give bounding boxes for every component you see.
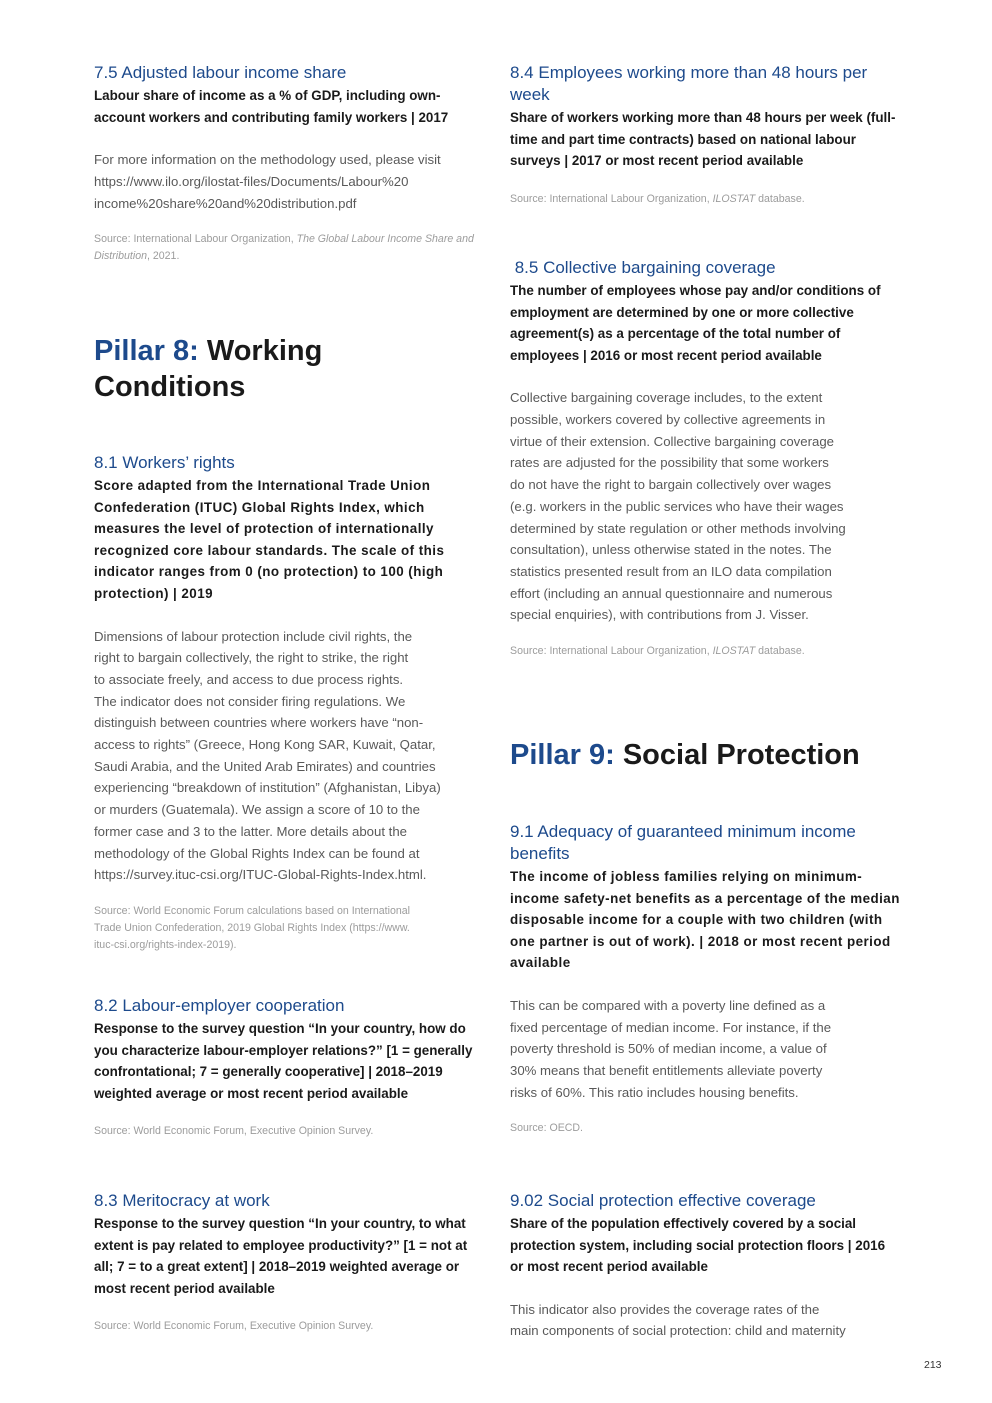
pillar-9-heading bbox=[510, 737, 930, 773]
section-subtitle: Score adapted from the International Trade Union Confederation (ITUC) Global Rights Index, which measures the level of protection of internationally recognized core labour standards. The scale of this indicator ranges from 0 (no protection) to 100 (high protection) | 2019 bbox=[94, 478, 445, 601]
section-8-5 bbox=[510, 257, 902, 660]
section-8-3 bbox=[94, 1190, 480, 1335]
section-subtitle: The income of jobless families relying on minimum-income safety-net benefits as a percentage of the median disposable income for a couple with two children (with one partner is out of work). | 2018 or most recent period available bbox=[510, 869, 900, 971]
section-9-1 bbox=[510, 821, 902, 1137]
section-title: 7.5 Adjusted labour income share bbox=[94, 63, 347, 82]
section-source: Source: World Economic Forum, Executive Opinion Survey. bbox=[94, 1125, 374, 1138]
section-title: 9.1 Adequacy of guaranteed minimum income benefits bbox=[510, 822, 856, 863]
pillar-8-heading bbox=[94, 333, 480, 405]
page-number: 213 bbox=[924, 1359, 942, 1371]
section-title: 9.02 Social protection effective coverage bbox=[510, 1191, 816, 1210]
section-source: Source: OECD. bbox=[510, 1122, 584, 1135]
pillar-number: Pillar 8: bbox=[94, 335, 199, 367]
section-source: Source: International Labour Organization, ILOSTAT database. bbox=[510, 192, 805, 205]
section-body: For more information on the methodology used, please visit https://www.ilo.org/ilostat-files/Documents/Labour%20 income%20share%20and%20distribution.pdf bbox=[94, 152, 441, 211]
pillar-name: Social Protection bbox=[622, 739, 860, 771]
section-subtitle: The number of employees whose pay and/or conditions of employment are determined by one or more collective agreement(s) as a percentage of the total number of employees | 2016 or most recent period available bbox=[510, 283, 881, 363]
section-title: 8.4 Employees working more than 48 hours per week bbox=[510, 63, 868, 104]
pillar-title bbox=[94, 333, 480, 405]
section-7-5 bbox=[94, 62, 480, 265]
pillar-name: Working Conditions bbox=[94, 335, 323, 403]
section-body: This indicator also provides the coverage rates of the main components of social protection: child and maternity bbox=[510, 1301, 846, 1339]
section-title: 8.2 Labour-employer cooperation bbox=[94, 996, 345, 1015]
section-source: Source: World Economic Forum calculations based on International Trade Union Confederation, 2019 Global Rights Index (https://www. ituc-csi.org/rights-index-2019). bbox=[94, 905, 411, 951]
section-source: Source: International Labour Organization, The Global Labour Income Share and Distribution, 2021. bbox=[94, 233, 474, 263]
section-title: 8.5 Collective bargaining coverage bbox=[510, 258, 776, 277]
section-9-02 bbox=[510, 1190, 902, 1342]
section-subtitle: Share of workers working more than 48 hours per week (full-time and part time contracts) based on national labour surveys | 2017 or most recent period available bbox=[510, 110, 896, 169]
pillar-title bbox=[510, 737, 930, 773]
section-body: Collective bargaining coverage includes, to the extent possible, workers covered by collective agreements in virtue of their extension. Collective bargaining coverage rates are adjusted for the possibility that some workers do not have the right to bargain collectively over wages (e.g. workers in the public services who have their wages determined by state regulation or other methods involving consultation), unless otherwise stated in the notes. The statistics presented result from an ILO data compilation effort (including an annual questionnaire and numerous special enquiries), with contributions from J. Visser. bbox=[510, 390, 846, 623]
section-8-1 bbox=[94, 452, 480, 954]
section-body: This can be compared with a poverty line defined as a fixed percentage of median income. For instance, if the poverty threshold is 50% of median income, a value of 30% means that benefit entitlements alleviate poverty risks of 60%. This ratio includes housing benefits. bbox=[510, 997, 832, 1100]
section-source: Source: International Labour Organization, ILOSTAT database. bbox=[510, 645, 805, 658]
section-8-2 bbox=[94, 995, 480, 1140]
pillar-number: Pillar 9: bbox=[510, 739, 615, 771]
section-subtitle: Response to the survey question “In your country, how do you characterize labour-employer relations?” [1 = generally confrontational; 7 = generally cooperative] | 2018–2019 weighted average or most recent period available bbox=[94, 1021, 473, 1101]
section-subtitle: Share of the population effectively covered by a social protection system, including social protection floors | 2016 or most recent period available bbox=[510, 1216, 886, 1275]
section-title: 8.3 Meritocracy at work bbox=[94, 1191, 270, 1210]
section-source: Source: World Economic Forum, Executive Opinion Survey. bbox=[94, 1320, 374, 1333]
section-body: Dimensions of labour protection include civil rights, the right to bargain collectively, the right to strike, the right to associate freely, and access to due process rights. The indicator does not consider firing regulations. We distinguish between countries where workers have “non- access to rights” (Greece, Hong Kong SAR, Kuwait, Qatar, Saudi Arabia, and the United Arab Emirates) and countries experiencing “breakdown of institution” (Afghanistan, Libya) or murders (Guatemala). We assign a score of 10 to the former case and 3 to the latter. More details about the methodology of the Global Rights Index can be found at https://survey.ituc-csi.org/ITUC-Global-Rights-Index.html. bbox=[94, 628, 441, 883]
section-subtitle: Response to the survey question “In your country, to what extent is pay related to employee productivity?” [1 = not at all; 7 = to a great extent] | 2018–2019 weighted average or most recent period available bbox=[94, 1216, 468, 1296]
section-8-4 bbox=[510, 62, 902, 208]
section-title: 8.1 Workers’ rights bbox=[94, 453, 235, 472]
section-subtitle: Labour share of income as a % of GDP, including own-account workers and contributing family workers | 2017 bbox=[94, 88, 449, 125]
